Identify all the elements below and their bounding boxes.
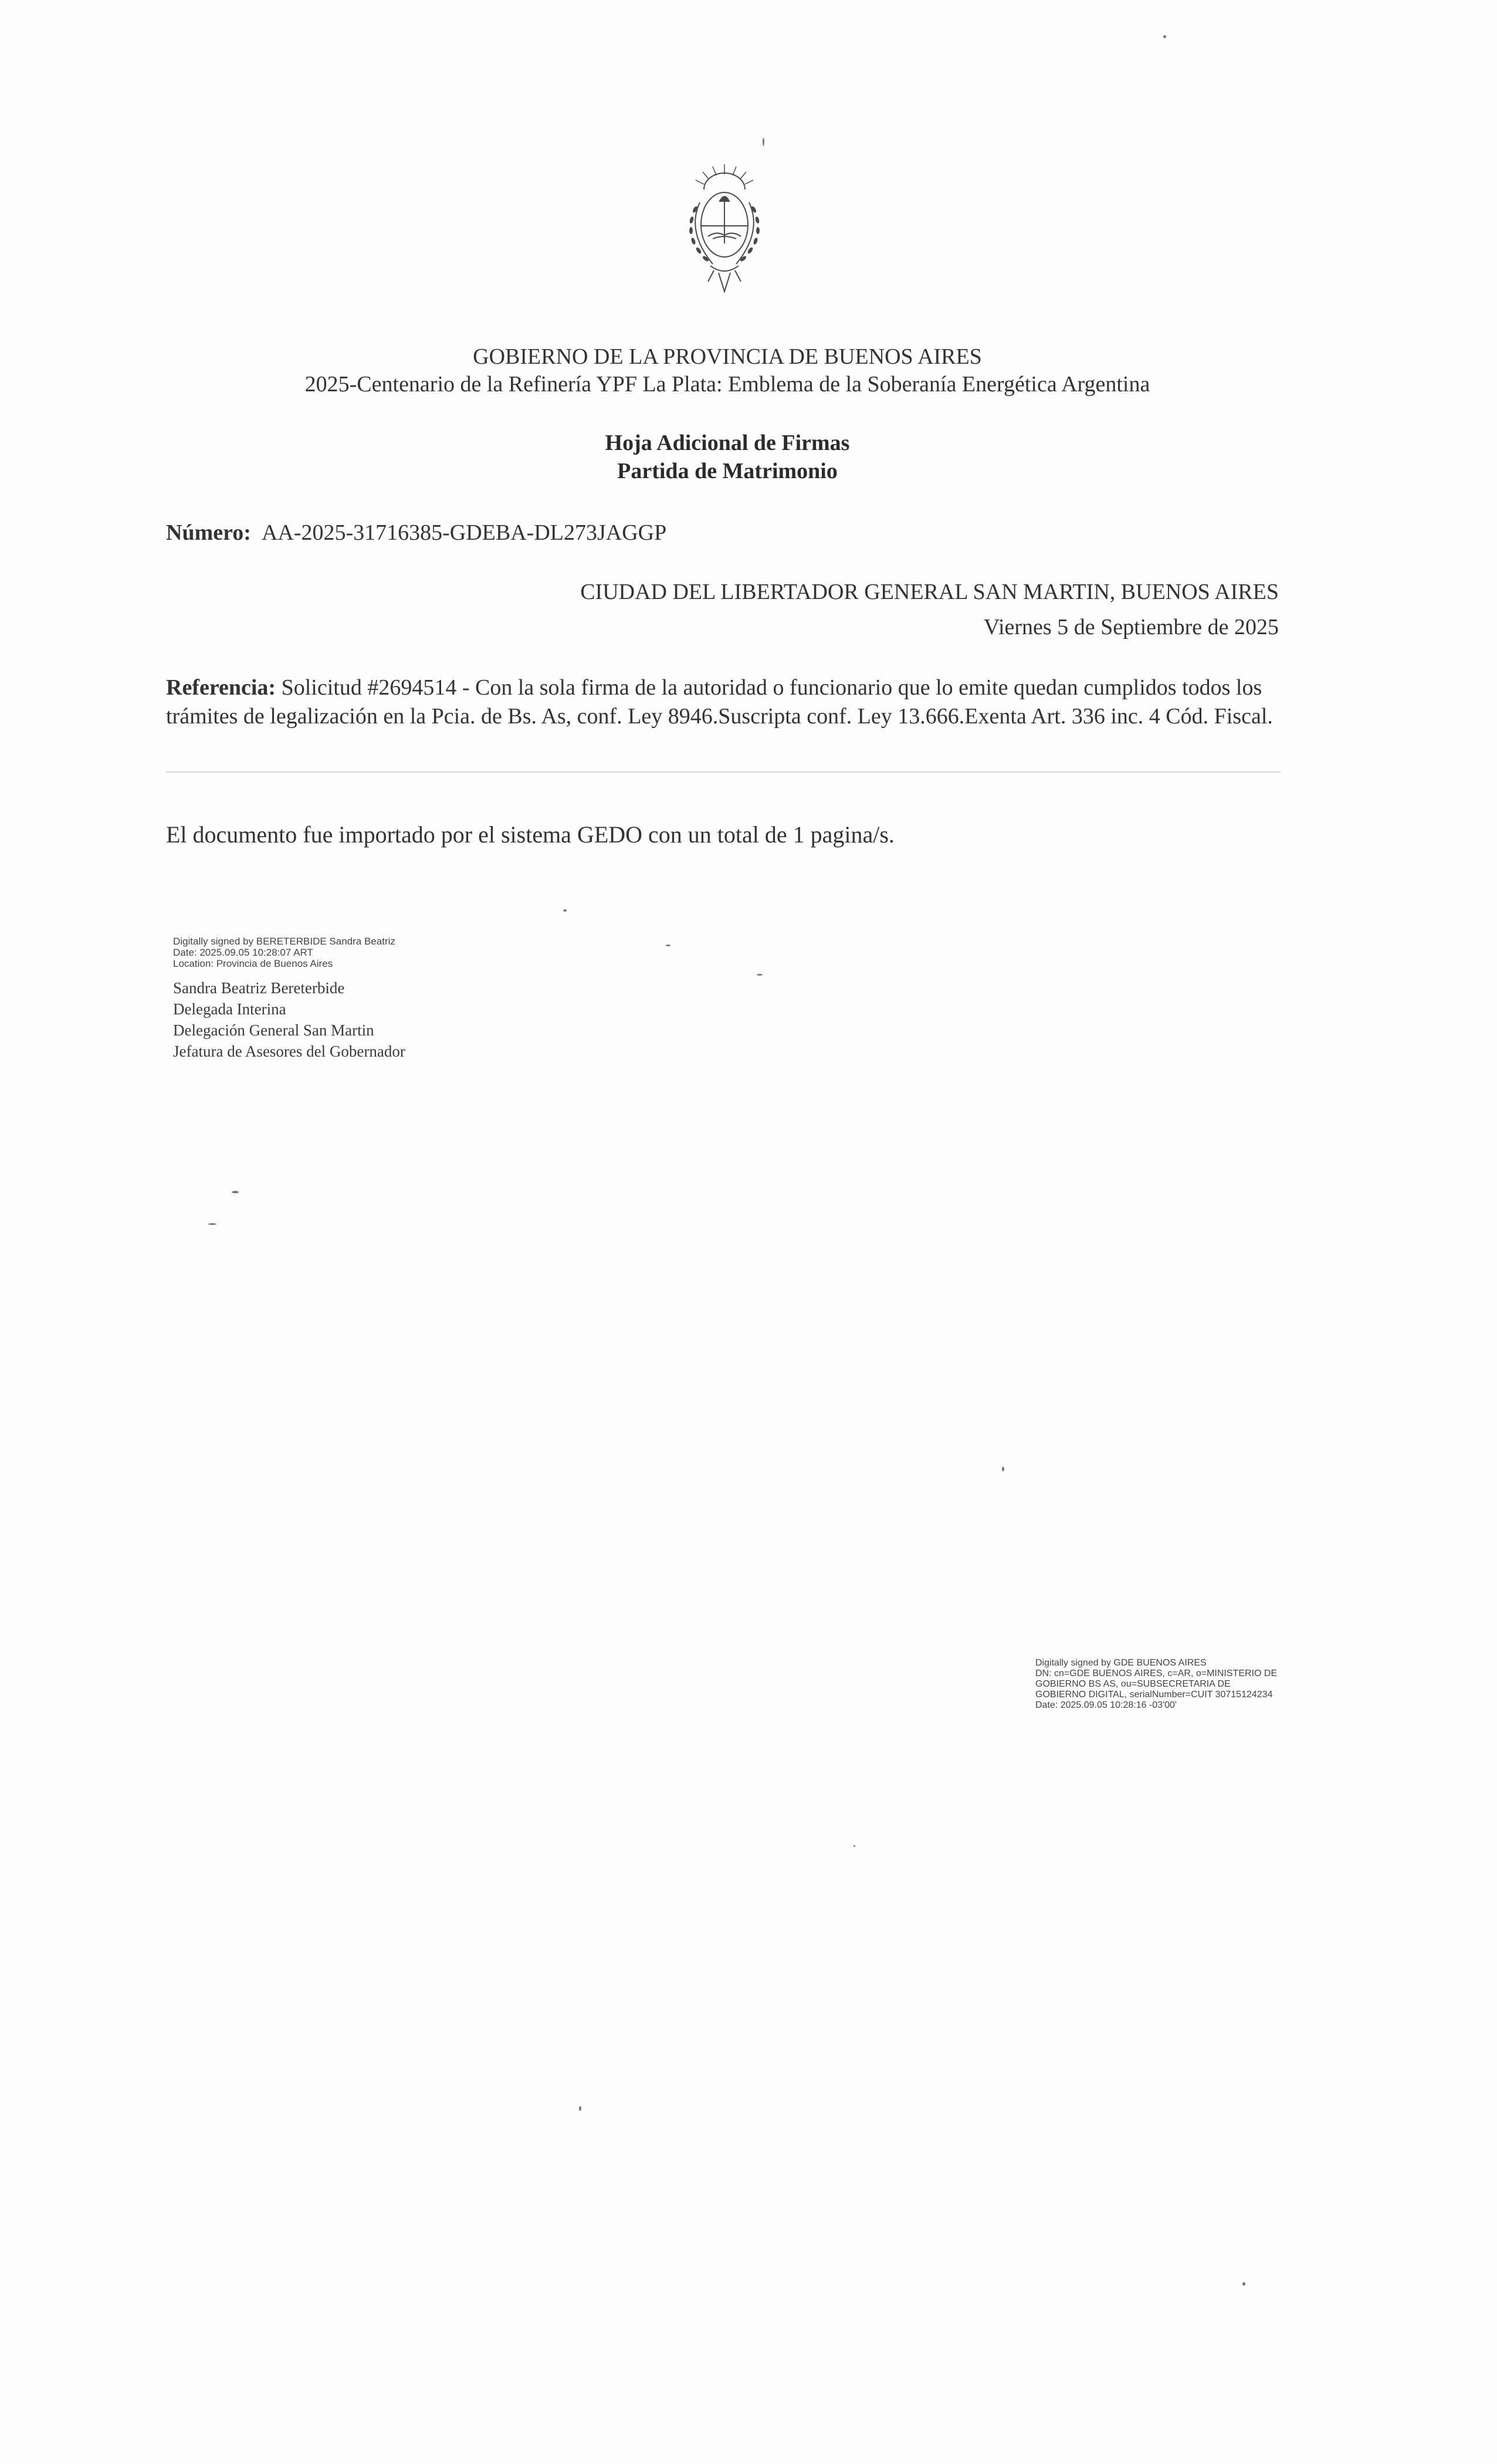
document-number-value: AA-2025-31716385-GDEBA-DL273JAGGP <box>261 520 667 545</box>
scan-speck <box>1242 2282 1245 2286</box>
system-signature-date: Date: 2025.09.05 10:28:16 -03'00' <box>1035 1700 1177 1710</box>
signature-location: Location: Provincia de Buenos Aires <box>173 958 333 969</box>
government-motto: 2025-Centenario de la Refinería YPF La Plata: Emblema de la Soberanía Energética Argentina <box>304 372 1150 397</box>
imported-note: El documento fue importado por el sistema GEDO con un total de 1 pagina/s. <box>166 821 895 848</box>
coat-of-arms-seal <box>672 161 777 299</box>
scan-speck <box>757 974 763 976</box>
document-number <box>166 519 666 546</box>
signature-date: Date: 2025.09.05 10:28:07 ART <box>173 947 313 958</box>
scan-speck <box>232 1191 239 1193</box>
government-name: GOBIERNO DE LA PROVINCIA DE BUENOS AIRES <box>473 344 982 369</box>
scan-speck <box>1002 1467 1004 1471</box>
scan-speck <box>208 1223 216 1225</box>
signature-block-official <box>173 936 584 1062</box>
scan-speck <box>1163 35 1166 38</box>
issue-date: Viernes 5 de Septiembre de 2025 <box>983 615 1279 639</box>
scan-speck <box>579 2106 581 2111</box>
system-dn-line-3: GOBIERNO DIGITAL, serialNumber=CUIT 30715124234 <box>1035 1690 1273 1700</box>
issue-place: CIUDAD DEL LIBERTADOR GENERAL SAN MARTIN, BUENOS AIRES <box>580 580 1279 604</box>
system-dn-line-1: DN: cn=GDE BUENOS AIRES, c=AR, o=MINISTERIO DE <box>1035 1668 1278 1678</box>
scan-speck <box>763 138 764 146</box>
document-number-label: Número: <box>166 520 251 545</box>
signature-block-system <box>1035 1658 1364 1711</box>
reference-block <box>166 673 1281 731</box>
document-title: Hoja Adicional de Firmas <box>605 431 850 455</box>
signer-name: Sandra Beatriz Bereterbide <box>173 979 345 997</box>
scan-speck <box>854 1845 855 1847</box>
system-dn-line-2: GOBIERNO BS AS, ou=SUBSECRETARIA DE <box>1035 1679 1231 1689</box>
scan-speck <box>563 909 567 912</box>
reference-label: Referencia: <box>166 675 276 700</box>
reference-text: Solicitud #2694514 - Con la sola firma de la autoridad o funcionario que lo emite quedan cumplidos todos los trámites de legalización en la Pcia. de Bs. As, conf. Ley 8946.Suscripta conf. Ley 13.666.Exenta Art. 336 inc. 4 Cód. Fiscal. <box>166 675 1273 729</box>
signer-office: Delegación General San Martin <box>173 1021 374 1039</box>
signature-signed-by: Digitally signed by BERETERBIDE Sandra Beatriz <box>173 936 395 947</box>
signer-department: Jefatura de Asesores del Gobernador <box>173 1043 405 1060</box>
divider-line <box>166 771 1281 773</box>
document-subtitle: Partida de Matrimonio <box>617 459 838 483</box>
scan-speck <box>666 945 670 946</box>
system-signed-by: Digitally signed by GDE BUENOS AIRES <box>1035 1658 1207 1668</box>
signer-role: Delegada Interina <box>173 1000 286 1018</box>
